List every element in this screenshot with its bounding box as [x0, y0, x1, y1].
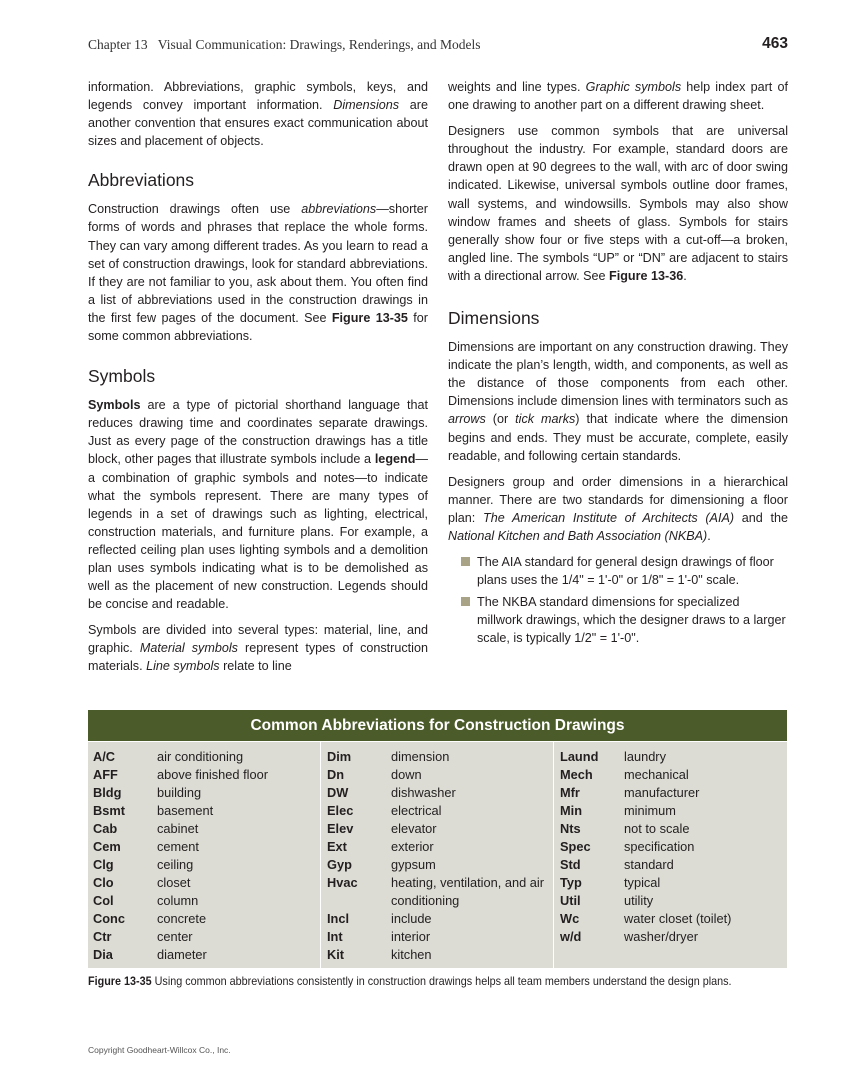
abbreviation: Min	[560, 803, 583, 818]
bold-term: Figure 13-36	[609, 268, 684, 283]
table-row	[93, 748, 320, 766]
table-title: Common Abbreviations for Construction Drawings	[88, 710, 787, 742]
symbols-paragraph-2	[88, 621, 428, 675]
table-column	[554, 742, 787, 968]
table-row	[327, 820, 553, 838]
text-run: ) that indicate where the dimension begins and ends. They must be accurate, complete, easily readable, and following certain standards.	[448, 412, 788, 463]
abbreviation: Gyp	[327, 857, 352, 872]
abbreviation: Conc	[93, 911, 125, 926]
dimensions-paragraph-1	[448, 338, 788, 465]
text-run: help index part of one drawing to another part on a different drawing sheet.	[448, 80, 788, 113]
abbreviation: Std	[560, 857, 581, 872]
left-column	[88, 78, 428, 684]
table-row	[560, 856, 787, 874]
text-run: Symbols are divided into several types: material, line, and graphic.	[88, 623, 428, 656]
square-bullet-icon	[461, 597, 470, 606]
caption-text: Using common abbreviations consistently in construction drawings helps all team members understand the design plans.	[151, 974, 732, 988]
bold-term: Symbols	[88, 398, 141, 413]
table-row	[560, 928, 787, 946]
definition: closet	[157, 875, 191, 890]
abbreviation: Kit	[327, 947, 345, 962]
table-row	[560, 892, 787, 910]
chapter-title	[88, 37, 481, 53]
definition: dishwasher	[391, 785, 456, 800]
abbreviation: Wc	[560, 911, 580, 926]
text-run: represent types of construction materials.	[88, 641, 428, 674]
abbreviation: Dim	[327, 749, 352, 764]
table-row	[93, 766, 320, 784]
table-row	[327, 856, 553, 874]
abbreviation: Int	[327, 929, 343, 944]
abbreviation: A/C	[93, 749, 116, 764]
dimensions-paragraph-2	[448, 473, 788, 545]
table-row	[93, 802, 320, 820]
italic-term: tick marks	[515, 412, 576, 427]
abbreviation: AFF	[93, 767, 118, 782]
symbols-paragraph-1	[88, 396, 428, 613]
abbreviation: Col	[93, 893, 114, 908]
definition: down	[391, 767, 422, 782]
text-run: relate to line	[219, 659, 292, 674]
table-row	[327, 874, 553, 910]
text-run: Designers group and order dimensions in a hierarchical manner. There are two standards for dimensioning a floor plan:	[448, 474, 788, 525]
abbreviation: Clg	[93, 857, 114, 872]
table-row	[560, 838, 787, 856]
bold-term: legend	[374, 452, 416, 467]
abbreviation: Cem	[93, 839, 121, 854]
abbreviations-table	[88, 710, 787, 968]
table-row	[327, 838, 553, 856]
definition: concrete	[157, 911, 207, 926]
abbreviation: Laund	[560, 749, 599, 764]
text-run: weights and line types.	[448, 80, 586, 94]
abbreviation: Ctr	[93, 929, 112, 944]
chapter-number: Chapter 13	[88, 37, 148, 52]
abbreviation: Util	[560, 893, 581, 908]
definition: mechanical	[624, 767, 689, 782]
text-run: are a type of pictorial shorthand language that reduces drawing time and coordinates separate drawings. Just as every page of the construction drawings has a title block, other pages that illustrate symbols include a	[88, 398, 428, 467]
table-row	[93, 928, 320, 946]
table-row	[560, 820, 787, 838]
list-item	[461, 553, 788, 589]
abbreviation: Dn	[327, 767, 345, 782]
table-row	[327, 784, 553, 802]
table-row	[93, 820, 320, 838]
figure-label: Figure 13-35	[88, 974, 152, 988]
italic-term: abbreviations	[301, 202, 377, 217]
table-row	[560, 748, 787, 766]
table-row	[327, 946, 553, 964]
abbreviation: Bsmt	[93, 803, 125, 818]
table-row	[93, 838, 320, 856]
table-row	[93, 892, 320, 910]
square-bullet-icon	[461, 557, 470, 566]
abbreviation: Mfr	[560, 785, 580, 800]
symbols-heading: Symbols	[88, 366, 156, 387]
definition: heating, ventilation, and air conditioning	[391, 875, 544, 908]
text-run: Construction drawings often use	[88, 202, 302, 217]
list-item-text: The AIA standard for general design drawings of floor plans uses the 1/4" = 1'-0" or 1/8" = 1'-0" scale.	[477, 555, 774, 588]
definition: not to scale	[624, 821, 690, 836]
definition: include	[391, 911, 432, 926]
definition: ceiling	[157, 857, 194, 872]
abbreviation: Ext	[327, 839, 347, 854]
italic-term: Line symbols	[146, 659, 220, 674]
definition: kitchen	[391, 947, 432, 962]
definition: water closet (toilet)	[624, 911, 732, 926]
abbreviations-heading: Abbreviations	[88, 170, 195, 191]
chapter-name: Visual Communication: Drawings, Renderings, and Models	[157, 37, 481, 52]
figure-caption	[88, 973, 788, 990]
definition: standard	[624, 857, 674, 872]
abbreviation: Dia	[93, 947, 113, 962]
abbreviation: Bldg	[93, 785, 122, 800]
text-run: (or	[485, 412, 516, 427]
right-column	[448, 78, 788, 651]
abbreviation: Mech	[560, 767, 593, 782]
definition: building	[157, 785, 202, 800]
abbreviation: Incl	[327, 911, 350, 926]
text-run: .	[683, 268, 687, 283]
table-row	[560, 766, 787, 784]
italic-term: Material symbols	[139, 641, 238, 656]
list-item	[461, 593, 788, 647]
definition: basement	[157, 803, 214, 818]
abbreviations-paragraph	[88, 200, 428, 345]
table-body	[88, 742, 787, 968]
text-run: and the	[734, 510, 788, 525]
table-row	[327, 928, 553, 946]
definition: diameter	[157, 947, 207, 962]
definition: laundry	[624, 749, 666, 764]
definition: manufacturer	[624, 785, 700, 800]
definition: above finished floor	[157, 767, 268, 782]
text-run: —shorter forms of words and phrases that replace the whole forms. They can vary among different trades. As you learn to read a set of construction drawings, look for standard abbreviations. If they are not familiar to you, ask about them. You often find a list of abbreviations used in the construction drawings in the first few pages of the document. See	[88, 202, 428, 325]
table-row	[93, 784, 320, 802]
text-run: for some common abbreviations.	[88, 310, 428, 344]
table-row	[560, 910, 787, 928]
definition: center	[157, 929, 193, 944]
table-column	[88, 742, 321, 968]
abbreviation: Hvac	[327, 875, 358, 890]
running-head	[88, 35, 788, 57]
abbreviation: Clo	[93, 875, 114, 890]
page-number: 463	[762, 35, 788, 52]
table-row	[93, 910, 320, 928]
text-run: Designers use common symbols that are universal throughout the industry. For example, standard doors are drawn open at 90 degrees to the wall, with arc of door swing indicated. Likewise, universal symbols outline door frames, wall systems, and windowsills. Symbols may also show window frames and sheets of glass. Symbols for stairs generally show four or five steps with a cut-off—a broken, angled line. The symbols “UP” or “DN” are adjacent to stairs with a directional arrow. See	[448, 124, 788, 283]
abbreviation: w/d	[560, 929, 582, 944]
abbreviation: Nts	[560, 821, 581, 836]
list-item-text: The NKBA standard dimensions for specialized millwork drawings, which the designer draws to a larger scale, is typically 1/2" = 1'-0".	[477, 595, 786, 646]
table-column	[321, 742, 554, 968]
definition: typical	[624, 875, 661, 890]
table-row	[93, 874, 320, 892]
definition: dimension	[391, 749, 450, 764]
definition: exterior	[391, 839, 434, 854]
table-row	[327, 910, 553, 928]
abbreviation: Cab	[93, 821, 118, 836]
standards-list	[461, 553, 788, 647]
table-row	[327, 748, 553, 766]
definition: electrical	[391, 803, 442, 818]
abbreviation: Spec	[560, 839, 591, 854]
definition: washer/dryer	[624, 929, 698, 944]
italic-term: arrows	[448, 412, 486, 427]
definition: minimum	[624, 803, 676, 818]
italic-term: Dimensions	[333, 98, 400, 113]
text-run: Dimensions are important on any construction drawing. They indicate the plan’s length, width, and components, as well as the distance of those components from each other. Dimensions include dimension lines with terminators such as	[448, 340, 788, 409]
definition: utility	[624, 893, 654, 908]
table-row	[327, 766, 553, 784]
definition: cabinet	[157, 821, 199, 836]
dimensions-heading: Dimensions	[448, 308, 540, 329]
abbreviation: Elev	[327, 821, 354, 836]
graphic-symbols-paragraph	[448, 78, 788, 114]
table-row	[93, 946, 320, 964]
table-row	[327, 802, 553, 820]
text-run: are another convention that ensures exact communication about sizes and placement of objects.	[88, 98, 429, 149]
table-row	[560, 874, 787, 892]
text-run: —a combination of graphic symbols and notes—to indicate what the symbols represent. There are many types of legends in a set of drawings such as lighting, electrical, construction materials, and furniture plans. For example, a reflected ceiling plan uses lighting symbols and a demolition plan uses symbols indicating what is to be demolished as well as the placement of new construction. Legends should be concise and readable.	[88, 452, 428, 612]
italic-term: National Kitchen and Bath Association (NKBA)	[448, 528, 708, 543]
abbreviation: DW	[327, 785, 349, 800]
text-run: .	[707, 528, 711, 543]
definition: elevator	[391, 821, 437, 836]
definition: cement	[157, 839, 199, 854]
table-row	[560, 802, 787, 820]
universal-symbols-paragraph	[448, 122, 788, 285]
text-run: information. Abbreviations, graphic symbols, keys, and legends convey important information.	[88, 80, 428, 113]
definition: column	[157, 893, 199, 908]
italic-term: Graphic symbols	[585, 80, 682, 94]
abbreviation: Elec	[327, 803, 354, 818]
definition: interior	[391, 929, 431, 944]
italic-term: The American Institute of Architects (AIA)	[483, 510, 735, 525]
bold-term: Figure 13-35	[331, 310, 408, 325]
copyright-notice: Copyright Goodheart-Willcox Co., Inc.	[88, 1045, 231, 1055]
intro-paragraph	[88, 78, 428, 150]
definition: air conditioning	[157, 749, 244, 764]
table-row	[560, 784, 787, 802]
abbreviation: Typ	[560, 875, 582, 890]
table-row	[93, 856, 320, 874]
definition: gypsum	[391, 857, 436, 872]
definition: specification	[624, 839, 695, 854]
